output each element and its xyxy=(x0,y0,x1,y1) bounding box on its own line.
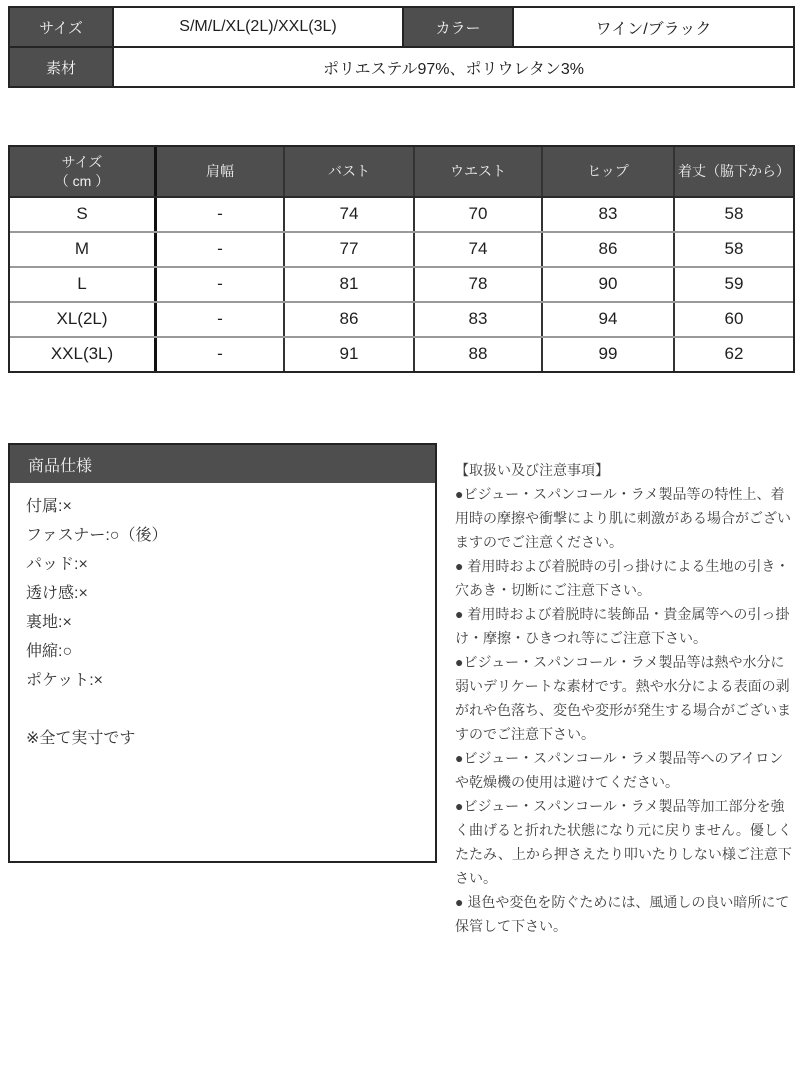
size-cell: S xyxy=(10,198,157,231)
size-cell: M xyxy=(10,233,157,266)
precaution-item: ●ビジュー・スパンコール・ラメ製品等加工部分を強く曲げると折れた状態になり元に戻りません。優しくたたみ、上から押さえたり叩いたりしない様ご注意下さい。 xyxy=(455,798,792,886)
size-chart-table xyxy=(8,145,795,373)
header-length: 着丈（脇下から） xyxy=(678,163,790,180)
size-cell: 62 xyxy=(724,344,744,364)
size-cell: 94 xyxy=(543,303,675,336)
precautions-title: 【取扱い及び注意事項】 xyxy=(455,462,609,478)
header-size-line2: （ cm ） xyxy=(54,172,110,189)
info-row-material xyxy=(10,46,793,86)
size-cell: 77 xyxy=(285,233,415,266)
spec-item-accessory: 付属:× xyxy=(26,498,72,515)
product-spec-title: 商品仕様 xyxy=(10,445,435,483)
size-row-xxl xyxy=(10,336,793,371)
size-cell: 99 xyxy=(543,338,675,371)
size-cell: 74 xyxy=(415,233,543,266)
size-chart-header-row xyxy=(10,147,793,198)
size-label-cell: サイズ xyxy=(10,8,114,46)
size-cell: 83 xyxy=(543,198,675,231)
size-cell: 86 xyxy=(285,303,415,336)
size-cell: 74 xyxy=(285,198,415,231)
size-value-cell: S/M/L/XL(2L)/XXL(3L) xyxy=(114,8,404,46)
size-cell: 91 xyxy=(285,338,415,371)
size-cell: 58 xyxy=(724,239,744,259)
product-spec-list xyxy=(10,483,435,753)
material-label-cell: 素材 xyxy=(10,48,114,86)
header-hip: ヒップ xyxy=(543,147,675,196)
precaution-item: ● 着用時および着脱時の引っ掛けによる生地の引き・穴あき・切断にご注意下さい。 xyxy=(455,558,790,598)
handling-precautions xyxy=(455,458,797,938)
header-size-line1: サイズ xyxy=(61,153,103,170)
spec-item-pad: パッド:× xyxy=(26,556,88,573)
spec-item-lining: 裏地:× xyxy=(26,614,72,631)
precaution-item: ● 退色や変色を防ぐためには、風通しの良い暗所にて保管して下さい。 xyxy=(455,894,790,934)
size-cell: L xyxy=(10,268,157,301)
precaution-item: ●ビジュー・スパンコール・ラメ製品等へのアイロンや乾燥機の使用は避けてください。 xyxy=(455,750,784,790)
header-size-cm xyxy=(10,147,157,196)
precaution-item: ●ビジュー・スパンコール・ラメ製品等の特性上、着用時の摩擦や衝撃により肌に刺激がある場合がございますのでご注意ください。 xyxy=(455,486,791,550)
size-cell: 88 xyxy=(415,338,543,371)
precaution-item: ●ビジュー・スパンコール・ラメ製品等は熱や水分に弱いデリケートな素材です。熱や水分による表面の剥がれや色落ち、変色や変形が発生する場合がございますのでご注意下さい。 xyxy=(455,654,791,742)
size-cell: XL(2L) xyxy=(10,303,157,336)
size-cell: 59 xyxy=(724,274,744,294)
spec-measurement-note: ※全て実寸です xyxy=(26,730,136,747)
header-waist: ウエスト xyxy=(415,147,543,196)
spec-item-stretch: 伸縮:○ xyxy=(26,643,73,660)
size-cell: 70 xyxy=(415,198,543,231)
size-cell: 58 xyxy=(724,204,744,224)
size-row-m xyxy=(10,231,793,266)
color-label-cell: カラー xyxy=(404,8,514,46)
info-row-size-color xyxy=(10,8,793,46)
size-cell: 60 xyxy=(724,309,744,329)
product-spec-box xyxy=(8,443,437,863)
header-bust: バスト xyxy=(285,147,415,196)
size-row-l xyxy=(10,266,793,301)
size-cell: - xyxy=(157,303,285,336)
size-cell: - xyxy=(157,198,285,231)
size-row-s xyxy=(10,198,793,231)
precaution-item: ● 着用時および着脱時に装飾品・貴金属等への引っ掛け・摩擦・ひきつれ等にご注意下さい。 xyxy=(455,606,790,646)
spec-item-fastener: ファスナー:○（後） xyxy=(26,527,168,544)
size-cell: 90 xyxy=(543,268,675,301)
material-value-cell: ポリエステル97%、ポリウレタン3% xyxy=(114,48,793,86)
size-cell: 83 xyxy=(415,303,543,336)
product-info-table xyxy=(8,6,795,88)
spec-item-sheerness: 透け感:× xyxy=(26,585,88,602)
header-shoulder: 肩幅 xyxy=(157,147,285,196)
color-value-cell: ワイン/ブラック xyxy=(514,8,793,46)
size-cell: XXL(3L) xyxy=(10,338,157,371)
size-row-xl xyxy=(10,301,793,336)
size-cell: 78 xyxy=(415,268,543,301)
spec-item-pocket: ポケット:× xyxy=(26,672,103,689)
size-cell: - xyxy=(157,338,285,371)
size-cell: - xyxy=(157,268,285,301)
size-cell: - xyxy=(157,233,285,266)
size-cell: 86 xyxy=(543,233,675,266)
size-cell: 81 xyxy=(285,268,415,301)
